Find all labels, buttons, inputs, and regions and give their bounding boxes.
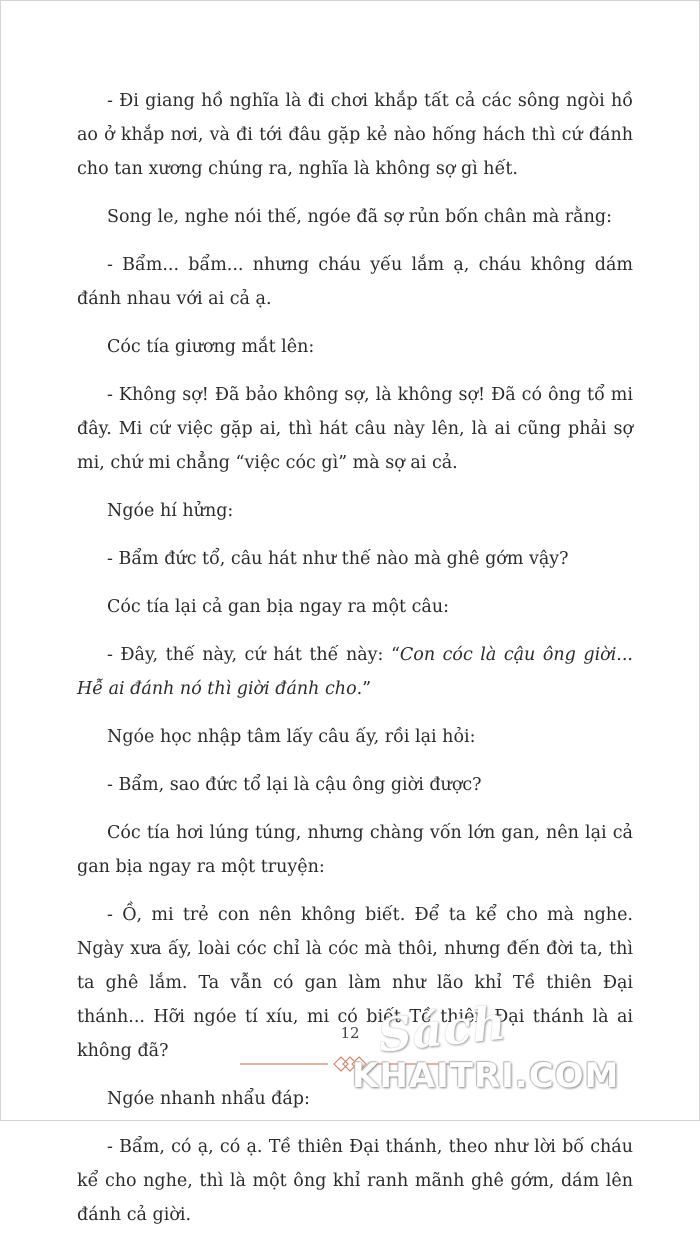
paragraph: - Bẩm, có ạ, có ạ. Tề thiên Đại thánh, theo như lời bố cháu kể cho nghe, thì là một ông khỉ ranh mãnh ghê gớm, dám lên đánh cả giời. — [77, 1137, 633, 1225]
paragraph: Cóc tía hơi lúng túng, nhưng chàng vốn lớn gan, nên lại cả gan bịa ngay ra một truyện: — [77, 823, 633, 877]
paragraph: Song le, nghe nói thế, ngóe đã sợ rủn bốn chân mà rằng: — [107, 207, 612, 227]
quote-lead: - Đây, thế này, cứ hát thế này: “ — [107, 645, 400, 665]
paragraph: - Ồ, mi trẻ con nên không biết. Để ta kể cho mà nghe. Ngày xưa ấy, loài cóc chỉ là cóc mà thôi, nhưng đến đời ta, thì ta ghê lắm. Ta vẫn có gan làm như lão khỉ Tề thiên Đại thánh... Hỡi ngóe tí xíu, mi có biết Tề thiên Đại thánh là ai không đã? — [77, 905, 633, 1061]
paragraph: - Bẩm, sao đức tổ lại là cậu ông giời được? — [107, 775, 482, 795]
paragraph: - Không sợ! Đã bảo không sợ, là không sợ! Đã có ông tổ mi đây. Mi cứ việc gặp ai, thì hát câu này lên, là ai cũng phải sợ mi, chứ mi chẳng “việc cóc gì” mà sợ ai cả. — [77, 385, 633, 473]
watermark-brand: KHAITRI.COM — [352, 1056, 620, 1096]
paragraph: Ngóe nhanh nhẩu đáp: — [107, 1089, 310, 1109]
paragraph: Ngóe hí hửng: — [107, 501, 234, 521]
quote-italic: Con cóc là cậu ông giời... Hễ ai đánh nó thì giời đánh cho — [77, 645, 633, 699]
quote-close: .” — [356, 679, 372, 699]
paragraph: - Đi giang hồ nghĩa là đi chơi khắp tất cả các sông ngòi hồ ao ở khắp nơi, và đi tới đâu gặp kẻ nào hống hách thì cứ đánh cho tan xương chúng ra, nghĩa là không sợ gì hết. — [77, 91, 633, 179]
paragraph: Ngóe học nhập tâm lấy câu ấy, rồi lại hỏi: — [107, 727, 476, 747]
page-number: 12 — [340, 1024, 360, 1042]
paragraph-with-quote — [77, 638, 633, 706]
paragraph: - Bẩm đức tổ, câu hát như thế nào mà ghê gớm vậy? — [107, 549, 569, 569]
paragraph: - Bẩm... bẩm... nhưng cháu yếu lắm ạ, cháu không dám đánh nhau với ai cả ạ. — [77, 255, 633, 309]
watermark-script: Sách — [375, 995, 509, 1063]
paragraph: Cóc tía lại cả gan bịa ngay ra một câu: — [107, 597, 450, 617]
paragraph: Cóc tía giương mắt lên: — [107, 337, 315, 357]
